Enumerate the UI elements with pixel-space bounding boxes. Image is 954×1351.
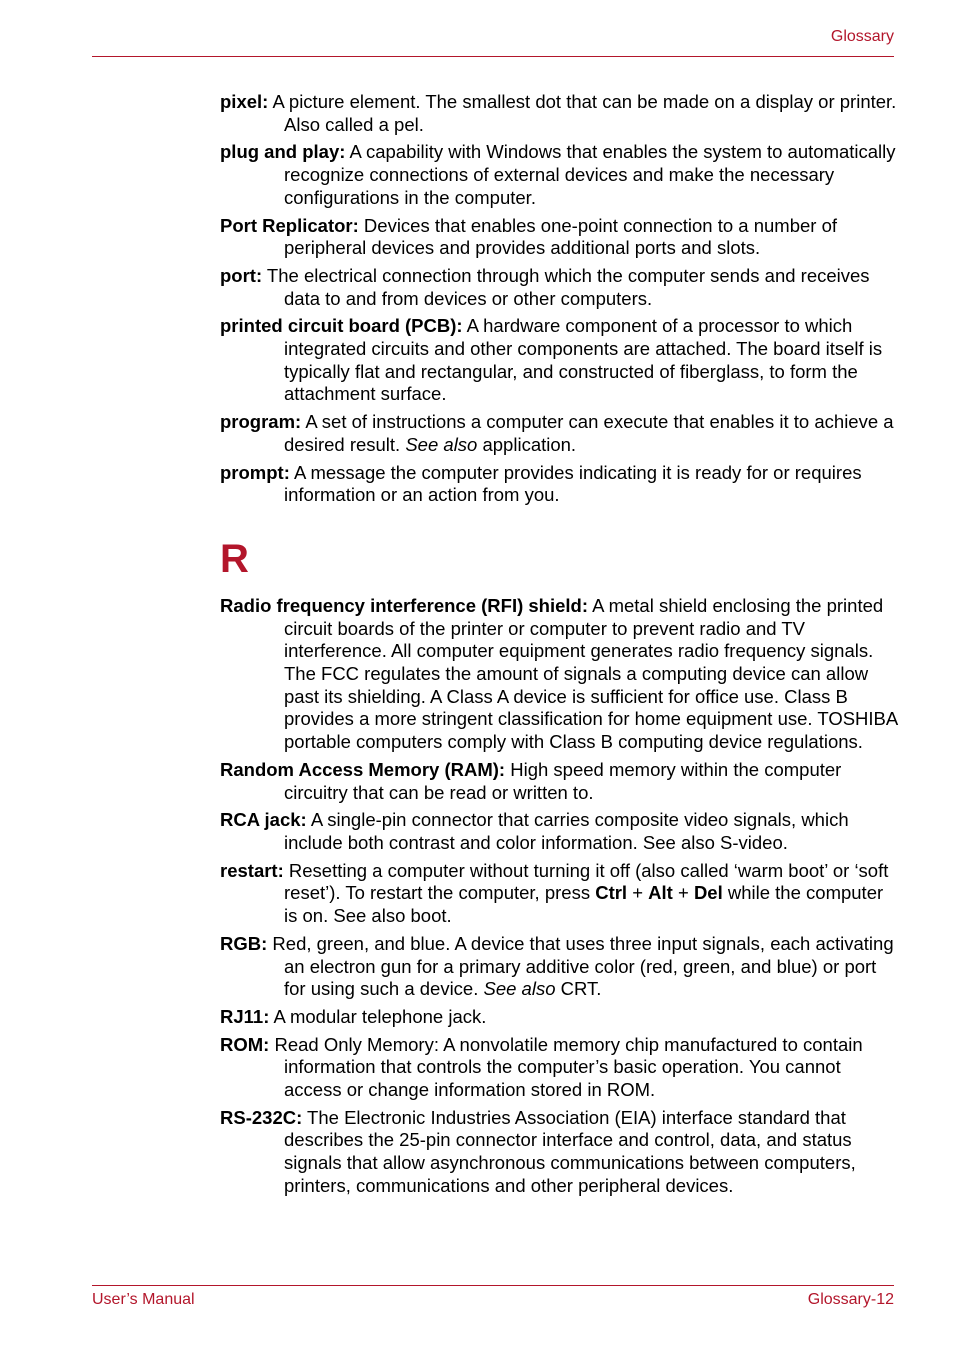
glossary-entry-plug-and-play bbox=[220, 141, 900, 209]
entry-term: Radio frequency interference (RFI) shield: bbox=[220, 594, 589, 616]
footer-page-number: Glossary-12 bbox=[807, 1291, 894, 1308]
entry-definition: Red, green, and blue. A device that uses three input signals, each activating an electron gun for a primary additive color (red, green, and blue) or port for using such a device. bbox=[267, 932, 894, 1000]
entry-term: plug and play: bbox=[220, 141, 346, 163]
entry-term: restart: bbox=[220, 859, 284, 881]
glossary-entry-rom bbox=[220, 1034, 900, 1102]
entry-definition: Read Only Memory: A nonvolatile memory chip manufactured to contain information that controls the computer’s basic operation. You cannot access or change information stored in ROM. bbox=[269, 1033, 863, 1101]
entry-term: prompt: bbox=[220, 461, 290, 483]
entry-definition: Devices that enables one-point connection to a number of peripheral devices and provides additional ports and slots. bbox=[284, 214, 837, 259]
entry-definition: The electrical connection through which the computer sends and receives data to and from devices or other computers. bbox=[262, 264, 870, 309]
header-rule bbox=[92, 56, 894, 57]
glossary-entry-rca-jack bbox=[220, 809, 900, 854]
entry-term: RJ11: bbox=[220, 1005, 270, 1027]
glossary-entry-rfi-shield bbox=[220, 595, 900, 754]
entry-definition: Resetting a computer without turning it off (also called ‘warm boot’ or ‘soft reset’). To restart the computer, press bbox=[283, 859, 889, 904]
glossary-entry-rj11 bbox=[220, 1006, 900, 1029]
footer-rule bbox=[92, 1285, 894, 1286]
glossary-entry-rs-232c bbox=[220, 1107, 900, 1198]
entry-definition: A picture element. The smallest dot that can be made on a display or printer. Also called a pel. bbox=[268, 91, 897, 135]
glossary-entry-restart bbox=[220, 860, 900, 928]
glossary-entry-ram bbox=[220, 759, 900, 804]
entry-definition: High speed memory within the computer circuitry that can be read or written to. bbox=[284, 758, 842, 803]
entry-definition: A modular telephone jack. bbox=[269, 1005, 487, 1027]
entry-term: port: bbox=[220, 264, 263, 286]
entry-term: RCA jack: bbox=[220, 809, 307, 831]
entry-definition: A metal shield enclosing the printed circuit boards of the printer or computer to prevent radio and TV interference. All computer equipment generates radio frequency signals. The FCC regulates the amount of signals a computing device can allow past its shielding. A Class A device is sufficient for office use. Class B provides a more stringent classification for home equipment use. TOSHIBA portable computers comply with Class B computing device regulations. bbox=[284, 594, 898, 753]
entry-term: Random Access Memory (RAM): bbox=[220, 758, 506, 780]
entry-definition: A single-pin connector that carries composite video signals, which include both contrast and color information. See also S-video. bbox=[284, 809, 849, 853]
entry-definition-tail: while the computer is on. See also boot. bbox=[284, 882, 884, 927]
see-also-text: See also bbox=[405, 433, 478, 455]
glossary-entry-pcb bbox=[220, 315, 900, 406]
see-also-text: See also bbox=[483, 978, 556, 1000]
entry-term: RGB: bbox=[220, 932, 268, 954]
entry-definition-tail: CRT. bbox=[555, 978, 602, 1000]
page-header-title: Glossary bbox=[830, 28, 894, 45]
glossary-entry-program bbox=[220, 411, 900, 456]
entry-definition: A capability with Windows that enables the system to automatically recognize connections of external devices and make the necessary configurations in the computer. bbox=[284, 141, 896, 208]
entry-definition: A message the computer provides indicating it is ready for or requires information or an action from you. bbox=[284, 461, 862, 506]
entry-definition: A hardware component of a processor to which integrated circuits and other components are attached. The board itself is typically flat and rectangular, and constructed of fiberglass, to form the attachment surface. bbox=[284, 315, 883, 405]
entry-term: printed circuit board (PCB): bbox=[220, 315, 463, 337]
plus-sign: + bbox=[672, 882, 694, 904]
glossary-entry-port bbox=[220, 265, 900, 310]
entry-term: Port Replicator: bbox=[220, 214, 359, 236]
key-del: Del bbox=[693, 882, 723, 904]
plus-sign: + bbox=[627, 882, 649, 904]
entry-term: ROM: bbox=[220, 1033, 270, 1055]
key-alt: Alt bbox=[648, 882, 673, 904]
glossary-entry-pixel bbox=[220, 91, 900, 136]
glossary-entry-port-replicator bbox=[220, 215, 900, 260]
entry-term: pixel: bbox=[220, 91, 269, 112]
glossary-entry-rgb bbox=[220, 933, 900, 1001]
entry-term: program: bbox=[220, 411, 302, 433]
glossary-content bbox=[220, 91, 900, 1203]
key-ctrl: Ctrl bbox=[595, 882, 628, 904]
entry-definition-tail: application. bbox=[477, 433, 577, 455]
footer-manual-title: User’s Manual bbox=[92, 1291, 195, 1308]
entry-definition: The Electronic Industries Association (EIA) interface standard that describes the 25-pin connector interface and control, data, and status signals that allow asynchronous communications between computers, printers, communications and other peripheral devices. bbox=[284, 1106, 856, 1196]
glossary-entry-prompt bbox=[220, 462, 900, 507]
section-letter-heading: R bbox=[220, 536, 249, 581]
entry-term: RS-232C: bbox=[220, 1106, 303, 1128]
entry-definition: A set of instructions a computer can execute that enables it to achieve a desired result. bbox=[284, 411, 894, 455]
